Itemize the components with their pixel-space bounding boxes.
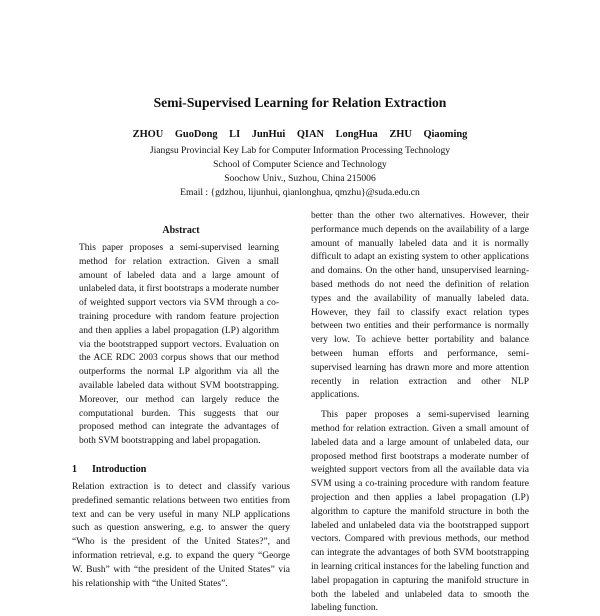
paper-title: Semi-Supervised Learning for Relation Extraction	[153, 95, 447, 110]
abstract-heading: Abstract	[162, 225, 200, 236]
affiliation-email: Email : {gdzhou, lijunhui, qianlonghua, qmzhu}@suda.edu.cn	[180, 187, 420, 198]
introduction-paragraph: Relation extraction is to detect and classify various predefined semantic relations between two entities from text and can be very useful in many NLP applications such as question answering, e.g. to answer the query “Who is the president of the United States?”, and information retrieval, e.g. to expand the query “George W. Bush” with “the president of the United States” via his relationship with “the United States”.	[72, 481, 290, 589]
section-title: Introduction	[92, 463, 147, 475]
section-heading-introduction	[72, 463, 290, 477]
left-column	[72, 224, 290, 591]
section-number: 1	[72, 463, 77, 475]
affiliation-address: Soochow Univ., Suzhou, China 215006	[224, 173, 376, 184]
affiliation-block	[0, 144, 600, 200]
right-column	[311, 210, 529, 616]
body-paragraph-method: This paper proposes a semi-supervised learning method for relation extraction. Given a small amount of labeled data and a large amount of unlabeled data, our proposed method first bootstraps a moderate number of weighted support vectors from all the available data via SVM using a co-training procedure with random feature projection and then applies a label propagation (LP) algorithm to capture the manifold structure in both the labeled and unlabeled data via the bootstrapped support vectors. Compared with previous methods, our method can integrate the advantages of both SVM bootstrapping in learning critical instances for the labeling function and label propagation in capturing the manifold structure in both the labeled and unlabeled data to smooth the labeling function.	[311, 410, 529, 614]
affiliation-lab: Jiangsu Provincial Key Lab for Computer Information Processing Technology	[149, 145, 451, 156]
abstract-text: This paper proposes a semi-supervised learning method for relation extraction. Given a small amount of labeled data and a large amount of unlabeled data, it first bootstraps a moderate number of weighted support vectors via SVM through a co-training procedure with random feature projection and then applies a label propagation (LP) algorithm via the bootstrapped support vectors. Evaluation on the ACE RDC 2003 corpus shows that our method outperforms the normal LP algorithm via all the available labeled data without SVM bootstrapping. Moreover, our method can largely reduce the computational burden. This suggests that our proposed method can integrate the advantages of both SVM bootstrapping and label propagation.	[79, 243, 279, 447]
body-paragraph-continued: better than the other two alternatives. However, their performance much depends on the availability of a large amount of manually labeled data and it is normally difficult to adapt an existing system to other applications and domains. On the other hand, unsupervised learning-based methods do not need the definition of relation types and the availability of manually labeled data. However, they fail to classify exact relation types between two entities and their performance is normally very low. To achieve better portability and balance between human efforts and performance, semi-supervised learning has drawn more and more attention recently in relation extraction and other NLP applications.	[311, 211, 529, 401]
affiliation-school: School of Computer Science and Technology	[213, 159, 387, 170]
paper-authors: ZHOU GuoDong LI JunHui QIAN LongHua ZHU Qiaoming	[132, 129, 468, 140]
